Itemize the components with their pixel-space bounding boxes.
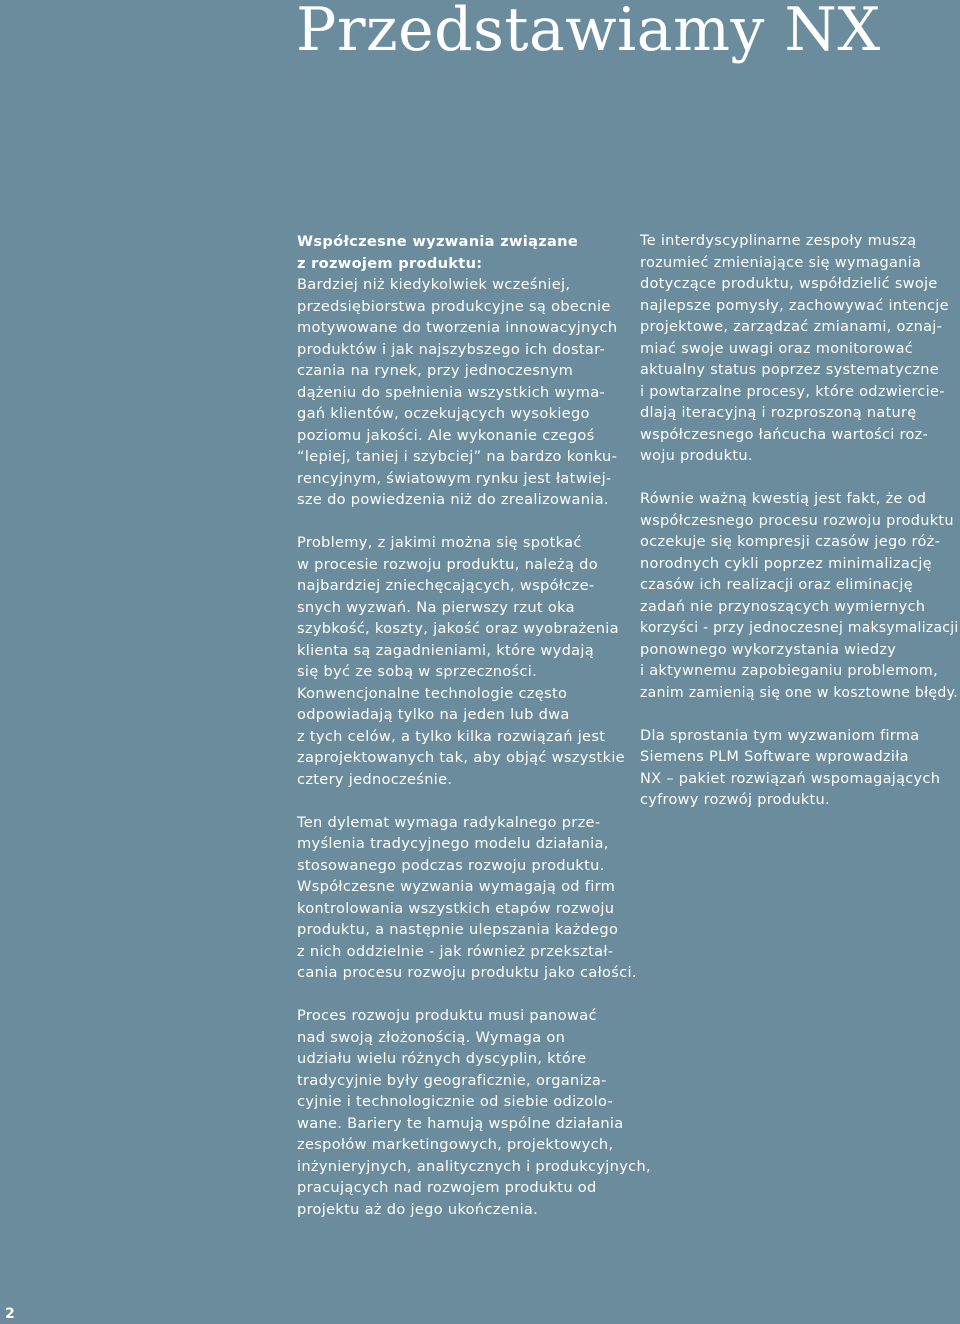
text-line: Proces rozwoju produktu musi panować: [297, 1007, 597, 1024]
text-line: snych wyzwań. Na pierwszy rzut oka: [297, 598, 575, 616]
text-line: poziomu jakości. Ale wykonanie czegoś: [297, 426, 595, 444]
text-line: współczesnego procesu rozwoju produktu: [640, 512, 954, 529]
body-paragraph: [297, 812, 637, 984]
text-line: w procesie rozwoju produktu, należą do: [297, 555, 598, 573]
text-line: miać swoje uwagi oraz monitorować: [640, 340, 914, 357]
text-line: zadań nie przynoszących wymiernych: [640, 598, 926, 615]
text-line: nad swoją złożonością. Wymaga on: [297, 1028, 566, 1046]
intro-heading-line: Współczesne wyzwania związane: [297, 233, 579, 250]
text-line: produktu, a następnie ulepszania każdego: [297, 921, 619, 938]
text-line: cztery jednocześnie.: [297, 770, 453, 788]
text-line: ponownego wykorzystania wiedzy: [640, 641, 897, 658]
left-column: [297, 231, 651, 1242]
text-line: gań klientów, oczekujących wysokiego: [297, 405, 590, 422]
text-line: oczekuje się kompresji czasów jego róż-: [640, 534, 941, 550]
text-line: tradycyjnie były geograficznie, organiza-: [297, 1071, 607, 1089]
right-column: [640, 231, 960, 833]
text-line: Te interdyscyplinarne zespoły muszą: [640, 233, 917, 249]
text-line: zaprojektowanych tak, aby objąć wszystkie: [297, 749, 625, 766]
text-line: pracujących nad rozwojem produktu od: [297, 1179, 597, 1196]
text-line: NX – pakiet rozwiązań wspomagających: [640, 770, 941, 787]
text-line: Konwencjonalne technologie często: [297, 684, 568, 702]
text-line: Dla sprostania tym wyzwaniom firma: [640, 727, 920, 744]
body-paragraph: [640, 726, 960, 812]
text-line: zanim zamienią się one w kosztowne błędy.: [640, 684, 958, 701]
text-line: najlepsze pomysły, zachowywać intencje: [640, 297, 949, 314]
body-paragraph: [640, 489, 960, 704]
text-line: współczesnego łańcucha wartości roz-: [640, 426, 929, 443]
text-line: cyjnie i technologicznie od siebie odizolo-: [297, 1093, 614, 1110]
text-line: najbardziej zniechęcających, współcze-: [297, 577, 595, 594]
text-line: Równie ważną kwestią jest fakt, że od: [640, 491, 927, 507]
text-line: aktualny status poprzez systematyczne: [640, 362, 939, 378]
text-line: cania procesu rozwoju produktu jako całości.: [297, 964, 637, 981]
text-line: sze do powiedzenia niż do zrealizowania.: [297, 491, 609, 508]
text-line: “lepiej, taniej i szybciej” na bardzo konku-: [297, 448, 618, 465]
text-line: produktów i jak najszybszego ich dostar-: [297, 340, 606, 358]
text-line: Współczesne wyzwania wymagają od firm: [297, 878, 616, 895]
intro-heading-line: z rozwojem produktu:: [297, 254, 483, 272]
text-line: udziału wielu różnych dyscyplin, które: [297, 1050, 587, 1067]
text-line: szybkość, koszty, jakość oraz wyobrażenia: [297, 620, 619, 637]
body-paragraph: [640, 231, 960, 468]
text-line: rencyjnym, światowym rynku jest łatwiej-: [297, 469, 612, 487]
text-line: stosowanego podczas rozwoju produktu.: [297, 856, 605, 874]
text-line: korzyści - przy jednoczesnej maksymalizacji: [640, 620, 959, 636]
text-line: dotyczące produktu, współdzielić swoje: [640, 276, 938, 292]
text-line: dlają iteracyjną i rozproszoną naturę: [640, 405, 917, 421]
text-line: wane. Bariery te hamują wspólne działania: [297, 1114, 624, 1132]
text-line: i aktywnemu zapobieganiu problemom,: [640, 663, 939, 679]
text-line: odpowiadają tylko na jeden lub dwa: [297, 706, 570, 723]
text-line: myślenia tradycyjnego modelu działania,: [297, 835, 609, 852]
intro-paragraph: [297, 231, 627, 511]
text-line: projektowe, zarządzać zmianami, oznaj-: [640, 319, 943, 335]
text-line: kontrolowania wszystkich etapów rozwoju: [297, 899, 615, 917]
text-line: dążeniu do spełnienia wszystkich wyma-: [297, 383, 606, 401]
text-line: Problemy, z jakimi można się spotkać: [297, 534, 582, 551]
text-line: projektu aż do jego ukończenia.: [297, 1200, 539, 1218]
text-line: inżynieryjnych, analitycznych i produkcyjnych,: [297, 1157, 651, 1175]
text-line: Ten dylemat wymaga radykalnego prze-: [297, 813, 601, 831]
text-line: z tych celów, a tylko kilka rozwiązań jest: [297, 727, 606, 745]
page-number: 2: [5, 1306, 15, 1322]
text-line: motywowane do tworzenia innowacyjnych: [297, 319, 618, 336]
text-line: woju produktu.: [640, 448, 753, 464]
text-line: klienta są zagadnieniami, które wydają: [297, 641, 595, 659]
text-line: norodnych cykli poprzez minimalizację: [640, 555, 932, 572]
text-line: cyfrowy rozwój produktu.: [640, 792, 830, 808]
text-line: czasów ich realizacji oraz eliminację: [640, 577, 913, 593]
text-line: Bardziej niż kiedykolwiek wcześniej,: [297, 276, 571, 293]
text-line: z nich oddzielnie - jak również przekształ-: [297, 942, 614, 960]
body-paragraph: [297, 1005, 651, 1220]
text-line: zespołów marketingowych, projektowych,: [297, 1136, 614, 1153]
body-paragraph: [297, 532, 627, 790]
text-line: Siemens PLM Software wprowadziła: [640, 749, 909, 765]
text-line: i powtarzalne procesy, które odzwiercie-: [640, 383, 945, 400]
text-line: rozumieć zmieniające się wymagania: [640, 254, 922, 271]
page-title: Przedstawiamy NX: [296, 0, 881, 65]
text-line: czania na rynek, przy jednoczesnym: [297, 362, 574, 379]
text-line: przedsiębiorstwa produkcyjne są obecnie: [297, 297, 611, 315]
text-line: się być ze sobą w sprzeczności.: [297, 663, 538, 680]
